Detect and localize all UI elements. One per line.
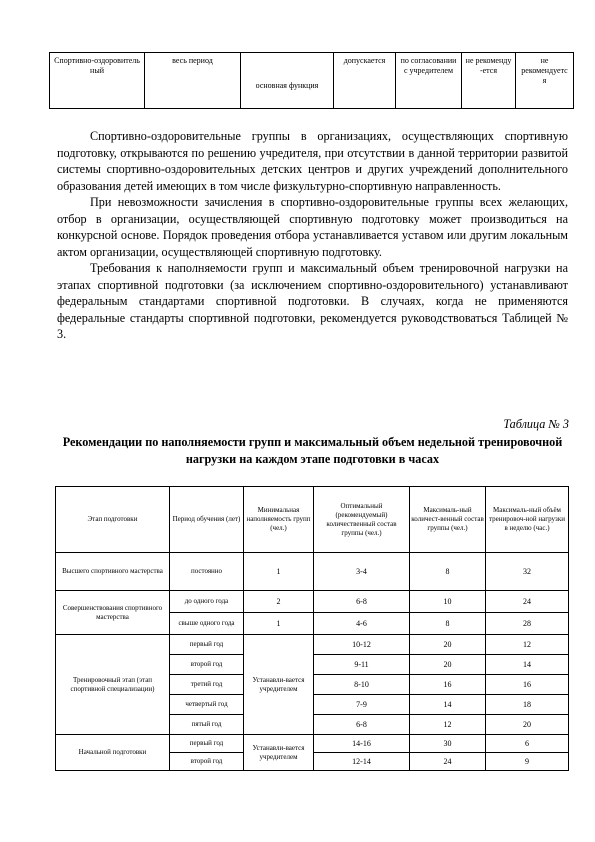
optimal-cell: 7-9 xyxy=(314,695,410,715)
max-load-cell: 12 xyxy=(486,635,569,655)
paragraph-3: Требования к наполняемости групп и максимальный объем тренировочной нагрузки на этапах спортивной подготовки (за исключением спортивно-оздоровительного) устанавливают федеральным стандартами спортивной подготовки. В случаях, когда не применяются федеральные стандарты спортивной подготовки, рекомендуется руководствоваться Таблицей № 3. xyxy=(57,261,568,341)
optimal-cell: 9-11 xyxy=(314,655,410,675)
optimal-cell: 4-6 xyxy=(314,613,410,635)
top-cell-function: основная функция xyxy=(241,53,334,109)
max-count-cell: 12 xyxy=(410,715,486,735)
top-cell-approval: по согласовании с учредителем xyxy=(396,53,462,109)
stage-ssm: Совершенствования спортивного мастерства xyxy=(56,591,170,635)
min-set-by-founder-initial: Устанавли-вается учредителем xyxy=(244,735,314,771)
period-cell: второй год xyxy=(170,753,244,771)
max-load-cell: 20 xyxy=(486,715,569,735)
stage-training: Тренировочный этап (этап спортивной специализации) xyxy=(56,635,170,735)
max-count-cell: 10 xyxy=(410,591,486,613)
top-cell-section: Спортивно-оздоровитель ный xyxy=(50,53,145,109)
max-count-cell: 8 xyxy=(410,613,486,635)
table-row xyxy=(56,591,569,613)
top-cell-not-recommended-2: не рекомендуетс я xyxy=(516,53,574,109)
max-count-cell: 30 xyxy=(410,735,486,753)
header-min: Минимальная наполняемость групп (чел.) xyxy=(244,487,314,553)
period-cell: первый год xyxy=(170,635,244,655)
min-cell: 1 xyxy=(244,553,314,591)
table-title: Рекомендации по наполняемости групп и максимальный объем недельной тренировочной нагрузки на каждом этапе подготовки в часах xyxy=(62,435,563,466)
paragraph-1: Спортивно-оздоровительные группы в организациях, осуществляющих спортивную подготовку, открываются по решению учредителя, при отсутствии в данной территории развитой системы спортивно-оздоровительных детских центров и других учреждений дополнительного образования детей имеющих в том числе физкультурно-спортивную направленность. xyxy=(57,129,568,193)
optimal-cell: 6-8 xyxy=(314,591,410,613)
header-stage: Этап подготовки xyxy=(56,487,170,553)
optimal-cell: 3-4 xyxy=(314,553,410,591)
optimal-cell: 10-12 xyxy=(314,635,410,655)
period-cell: постоянно xyxy=(170,553,244,591)
max-count-cell: 24 xyxy=(410,753,486,771)
max-load-cell: 6 xyxy=(486,735,569,753)
table-row xyxy=(56,553,569,591)
max-count-cell: 16 xyxy=(410,675,486,695)
top-cell-allowed: допускается xyxy=(334,53,396,109)
optimal-cell: 8-10 xyxy=(314,675,410,695)
max-load-cell: 14 xyxy=(486,655,569,675)
min-cell: 1 xyxy=(244,613,314,635)
header-period: Период обучения (лет) xyxy=(170,487,244,553)
top-table-fragment xyxy=(49,52,574,109)
optimal-cell: 6-8 xyxy=(314,715,410,735)
max-count-cell: 14 xyxy=(410,695,486,715)
min-cell: 2 xyxy=(244,591,314,613)
max-load-cell: 9 xyxy=(486,753,569,771)
table-row xyxy=(56,735,569,753)
max-load-cell: 16 xyxy=(486,675,569,695)
table-row xyxy=(56,635,569,655)
period-cell: пятый год xyxy=(170,715,244,735)
period-cell: четвертый год xyxy=(170,695,244,715)
period-cell: третий год xyxy=(170,675,244,695)
period-cell: до одного года xyxy=(170,591,244,613)
period-cell: второй год xyxy=(170,655,244,675)
body-text xyxy=(57,128,568,343)
period-cell: свыше одного года xyxy=(170,613,244,635)
header-max-count: Максималь-ный количест-венный состав группы (чел.) xyxy=(410,487,486,553)
table-header-row xyxy=(56,487,569,553)
min-set-by-founder: Устанавли-вается учредителем xyxy=(244,635,314,735)
max-count-cell: 8 xyxy=(410,553,486,591)
stage-vsm: Высшего спортивного мастерства xyxy=(56,553,170,591)
max-load-cell: 24 xyxy=(486,591,569,613)
max-count-cell: 20 xyxy=(410,635,486,655)
paragraph-2: При невозможности зачисления в спортивно-оздоровительные группы всех желающих, отбор в организации, осуществляющей спортивную подготовку может производиться на конкурсной основе. Порядок проведения отбора устанавливается уставом или другим локальным актом организации, осуществляющей спортивную подготовку. xyxy=(57,195,568,259)
header-optimal: Оптимальный (рекомендуемый) количественный состав группы (чел.) xyxy=(314,487,410,553)
header-max-load: Максималь-ный объём тренировоч-ной нагрузки в неделю (час.) xyxy=(486,487,569,553)
max-load-cell: 28 xyxy=(486,613,569,635)
table-caption: Таблица № 3 xyxy=(503,417,569,431)
period-cell: первый год xyxy=(170,735,244,753)
top-cell-period: весь период xyxy=(145,53,241,109)
stage-initial: Начальной подготовки xyxy=(56,735,170,771)
max-count-cell: 20 xyxy=(410,655,486,675)
top-cell-not-recommended-1: не рекоменду -ется xyxy=(462,53,516,109)
optimal-cell: 12-14 xyxy=(314,753,410,771)
optimal-cell: 14-16 xyxy=(314,735,410,753)
max-load-cell: 18 xyxy=(486,695,569,715)
table-3 xyxy=(55,486,569,771)
max-load-cell: 32 xyxy=(486,553,569,591)
